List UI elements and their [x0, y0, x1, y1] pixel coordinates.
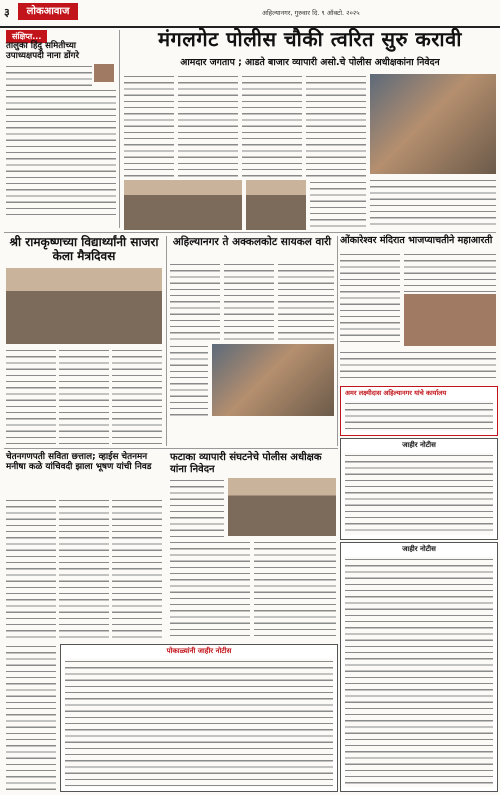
- ahilyanagar-body-col-1: [170, 262, 220, 342]
- page-number: ३: [4, 6, 10, 19]
- ahilyanagar-body-col-4: [170, 344, 208, 416]
- lead-body-col-4: [306, 74, 366, 178]
- ahilyanagar-body-col-3: [278, 262, 334, 342]
- column-rule: [337, 236, 338, 446]
- column-rule: [119, 30, 120, 228]
- maharashtra-notice-title: पोकाळ्यांनी जाहीर नोटीस: [166, 647, 232, 655]
- shri-ram-body-col-2: [59, 348, 109, 444]
- chetan-body-col-3: [112, 498, 162, 638]
- dateline: अहिल्यानगर, गुरुवार दि. ९ ऑक्टो. २०२५: [262, 9, 360, 17]
- fatka-photo: [228, 478, 336, 536]
- chetan-body-col-1: [6, 498, 56, 638]
- fatka-headline: फटाका व्यापारी संघटनेचे पोलीस अधीक्षक यांना निवेदन: [170, 452, 322, 475]
- lead-body-col-2: [178, 74, 238, 178]
- public-notice-1-title: जाहीर नोटीस: [402, 441, 436, 449]
- anniversary-ad: [340, 386, 498, 436]
- lead-photo-memorandum: [370, 74, 496, 174]
- shri-ram-headline: श्री रामकृष्णच्या विद्यार्थ्यांनी साजरा केला मैत्रदिवस: [9, 235, 159, 263]
- chetan-headline: चेतनगणपती सविता छत्ताल; व्हाईस चेतनमन मनीषा कळे यांचिवदी झाला भूषण यांची निवड: [6, 452, 152, 473]
- column-rule: [166, 236, 167, 446]
- section-divider: [4, 448, 338, 449]
- lead-body-col-6: [370, 178, 496, 228]
- fatka-body-col-1: [170, 478, 224, 538]
- ahilyanagar-headline: अहिल्यानगर ते अक्कलकोट सायकल वारी: [172, 236, 332, 248]
- brief-body-text: [6, 64, 92, 86]
- omkareshwar-body-col-2: [404, 252, 496, 292]
- ahilyanagar-body-col-2: [224, 262, 274, 342]
- public-notice-2-title: जाहीर नोटीस: [402, 545, 436, 553]
- public-notice-2-text: [345, 557, 493, 787]
- shri-ram-body-col-1: [6, 348, 56, 444]
- public-notice-1: [340, 438, 498, 540]
- public-notice-2: [340, 542, 498, 792]
- lead-body-col-1: [124, 74, 174, 178]
- lead-photo-group-1: [124, 180, 242, 230]
- public-notice-1-text: [345, 453, 493, 535]
- maharashtra-public-notice: [60, 644, 338, 792]
- omkareshwar-aarti-photo: [404, 294, 496, 346]
- newspaper-logo: लोकआवाज: [18, 3, 78, 20]
- omkareshwar-body-col-1: [340, 252, 400, 346]
- anniversary-ad-title: अमर लक्ष्मीदास अहिल्यानगर यांचे कार्यालय: [345, 389, 447, 397]
- chetan-body-col-4: [6, 644, 56, 790]
- ahilyanagar-cycle-photo: [212, 344, 334, 416]
- fatka-body-col-3: [254, 540, 336, 638]
- shri-ram-body-col-3: [112, 348, 162, 444]
- chetan-body-col-2: [59, 498, 109, 638]
- section-divider: [4, 232, 496, 233]
- omkareshwar-headline: ओंकारेश्वर मंदिरात भाजप्याचतीने महाआरती: [340, 235, 493, 246]
- lead-body-col-5: [310, 180, 366, 228]
- shri-ram-photo: [6, 268, 162, 344]
- fatka-body-col-2: [170, 540, 250, 638]
- lead-photo-group-2: [246, 180, 306, 230]
- maharashtra-notice-text: [65, 659, 333, 787]
- brief-section-tab: संक्षिप्त...: [6, 30, 47, 43]
- lead-headline: मंगलगेट पोलीस चौकी त्वरित सुरु करावी: [158, 27, 462, 51]
- brief-headline: तालुका हिंदु समितीच्या उपाध्यक्षपदी नाना डोंगरे: [6, 41, 80, 61]
- brief-body-text-continued: [6, 88, 116, 216]
- omkareshwar-body-continued: [340, 350, 496, 382]
- lead-subheadline: आमदार जगताप ; आडते बाजार व्यापारी असो.चे पोलीस अधीक्षकांना निवेदन: [180, 57, 440, 68]
- brief-portrait-photo: [94, 64, 114, 82]
- anniversary-ad-text: [345, 401, 493, 431]
- lead-body-col-3: [242, 74, 302, 178]
